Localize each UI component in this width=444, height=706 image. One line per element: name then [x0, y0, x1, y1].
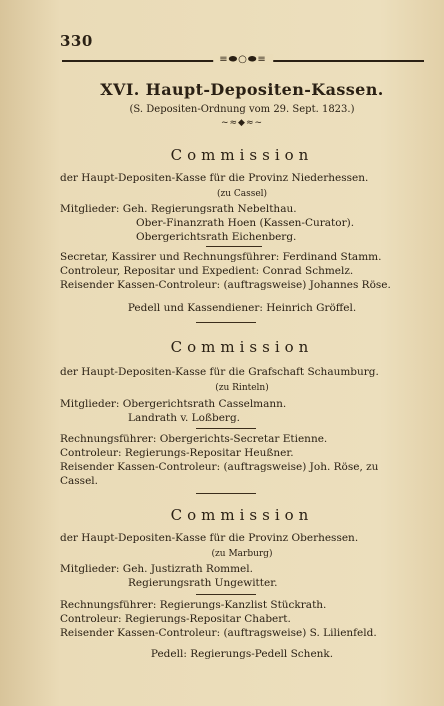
section-intro: der Haupt-Depositen-Kasse für die Provinz Oberhessen.: [60, 532, 359, 544]
separator: [196, 322, 256, 323]
chapter-subtitle: (S. Depositen-Ordnung vom 29. Sept. 1823.): [129, 104, 355, 115]
staff-line: Rechnungsführer: Obergerichts-Secretar Etienne.: [60, 433, 328, 445]
staff-line: Controleur, Repositar und Expedient: Conrad Schmelz.: [60, 265, 354, 277]
staff-line: Secretar, Kassirer und Rechnungsführer: Ferdinand Stamm.: [60, 251, 382, 263]
separator: [206, 246, 262, 247]
staff-line: Controleur: Regierungs-Repositar Chabert.: [60, 613, 291, 625]
separator: [196, 594, 256, 595]
member-line: Regierungsrath Ungewitter.: [128, 577, 278, 589]
member-line: Landrath v. Loßberg.: [128, 412, 240, 424]
staff-line: Reisender Kassen-Controleur: (auftragsweise) S. Lilienfeld.: [60, 627, 377, 639]
rule-ornament: ≡⬬○⬬≡: [213, 54, 273, 65]
section-location: (zu Cassel): [216, 189, 268, 199]
staff-line: Rechnungsführer: Regierungs-Kanzlist Stückrath.: [60, 599, 327, 611]
member-line: Ober-Finanzrath Hoen (Kassen-Curator).: [136, 217, 355, 229]
member-line: Mitglieder: Geh. Justizrath Rommel.: [60, 563, 253, 575]
member-line: Mitglieder: Obergerichtsrath Casselmann.: [60, 398, 287, 410]
staff-line: Reisender Kassen-Controleur: (auftragsweise) Joh. Röse, zu: [60, 461, 379, 473]
section-location: (zu Rinteln): [215, 383, 269, 393]
pedell-line: Pedell: Regierungs-Pedell Schenk.: [150, 648, 334, 660]
separator: [196, 428, 256, 429]
top-rule: [62, 54, 424, 65]
section-heading: Commission: [170, 338, 314, 356]
separator: [196, 493, 256, 494]
member-line: Obergerichtsrath Eichenberg.: [136, 231, 297, 243]
member-line: Mitglieder: Geh. Regierungsrath Nebelthau.: [60, 203, 297, 215]
section-location: (zu Marburg): [211, 549, 273, 559]
chapter-title: XVI. Haupt-Depositen-Kassen.: [100, 80, 384, 99]
pedell-line: Pedell und Kassendiener: Heinrich Gröffel.: [127, 302, 357, 314]
page-number: 330: [60, 32, 93, 50]
staff-line: Cassel.: [60, 475, 98, 487]
swirl-ornament: ~≈◆≈~: [220, 118, 264, 128]
section-heading: Commission: [170, 146, 314, 164]
staff-line: Reisender Kassen-Controleur: (auftragsweise) Johannes Röse.: [60, 279, 391, 291]
section-intro: der Haupt-Depositen-Kasse für die Grafschaft Schaumburg.: [60, 366, 379, 378]
staff-line: Controleur: Regierungs-Repositar Heußner.: [60, 447, 294, 459]
section-heading: Commission: [170, 506, 314, 524]
section-intro: der Haupt-Depositen-Kasse für die Provinz Niederhessen.: [60, 172, 369, 184]
